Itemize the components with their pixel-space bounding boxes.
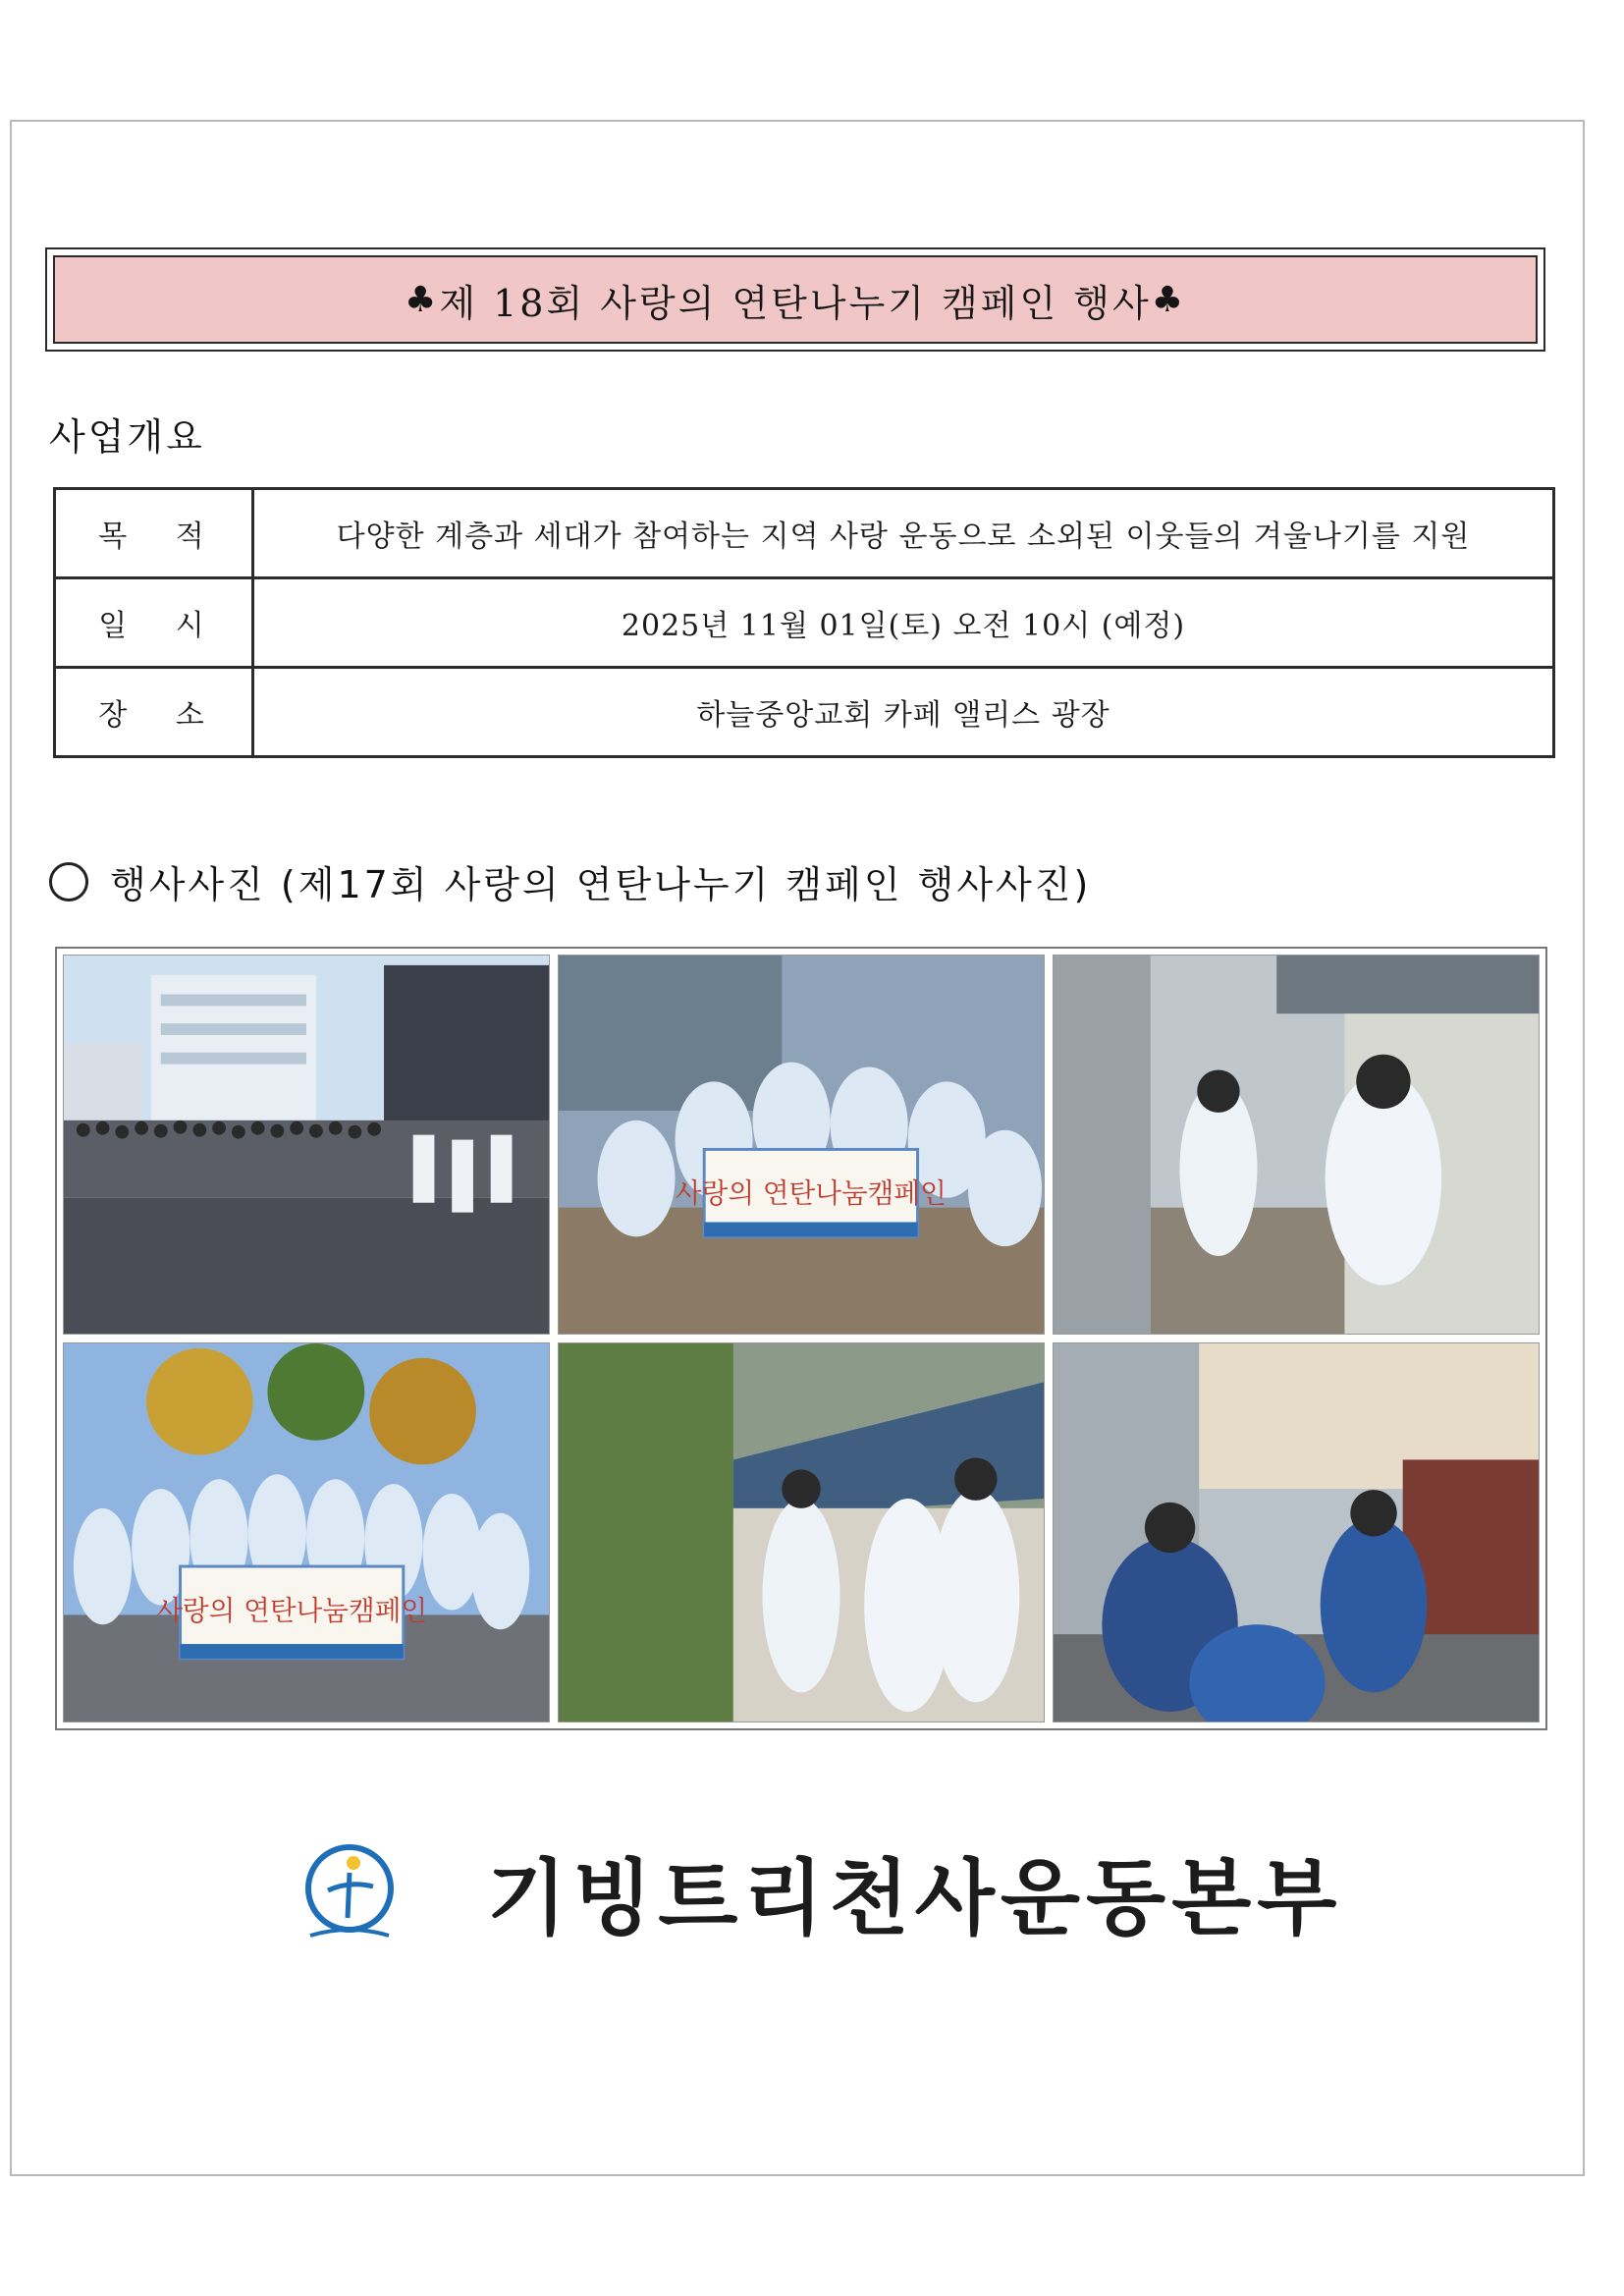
table-row — [55, 668, 1554, 757]
table-row — [55, 578, 1554, 668]
club-icon: ♣ — [1151, 279, 1186, 320]
photo-volunteers-vests — [1053, 1342, 1540, 1722]
club-icon: ♣ — [405, 279, 440, 320]
row-value-purpose: 다양한 계층과 세대가 참여하는 지역 사랑 운동으로 소외된 이웃들의 겨울나기를 지원 — [253, 489, 1554, 578]
title-box — [45, 247, 1545, 352]
photo-alley-delivery — [1053, 955, 1540, 1335]
row-value-location: 하늘중앙교회 카페 앨리스 광장 — [253, 668, 1554, 757]
organization-name: 기빙트리천사운동본부 — [487, 1850, 1343, 1946]
banner-text: 사랑의 연탄나눔캠페인 — [675, 1176, 947, 1210]
row-label-purpose: 목 적 — [55, 489, 253, 578]
row-label-datetime: 일 시 — [55, 578, 253, 668]
organization-logo-icon — [291, 1833, 408, 1951]
table-row — [55, 489, 1554, 578]
photo-heading-text: 행사사진 (제17회 사랑의 연탄나누기 캠페인 행사사진) — [110, 863, 1092, 906]
overview-heading: 사업개요 — [49, 415, 205, 459]
banner-text: 사랑의 연탄나눔캠페인 — [156, 1594, 428, 1627]
title-text: 제 18회 사랑의 연탄나누기 캠페인 행사 — [439, 281, 1152, 325]
photo-group-outdoors — [63, 1342, 550, 1722]
photo-crowd-plaza — [63, 955, 550, 1335]
photo-group-banner — [558, 955, 1045, 1335]
circle-bullet-icon — [49, 862, 88, 902]
photo-house-briquettes — [558, 1342, 1045, 1722]
photo-grid — [55, 947, 1547, 1730]
photo-heading — [49, 854, 1091, 908]
footer — [291, 1832, 1342, 1951]
row-value-datetime: 2025년 11월 01일(토) 오전 10시 (예정) — [253, 578, 1554, 668]
overview-table — [53, 487, 1555, 758]
row-label-location: 장 소 — [55, 668, 253, 757]
document-title — [53, 255, 1538, 344]
